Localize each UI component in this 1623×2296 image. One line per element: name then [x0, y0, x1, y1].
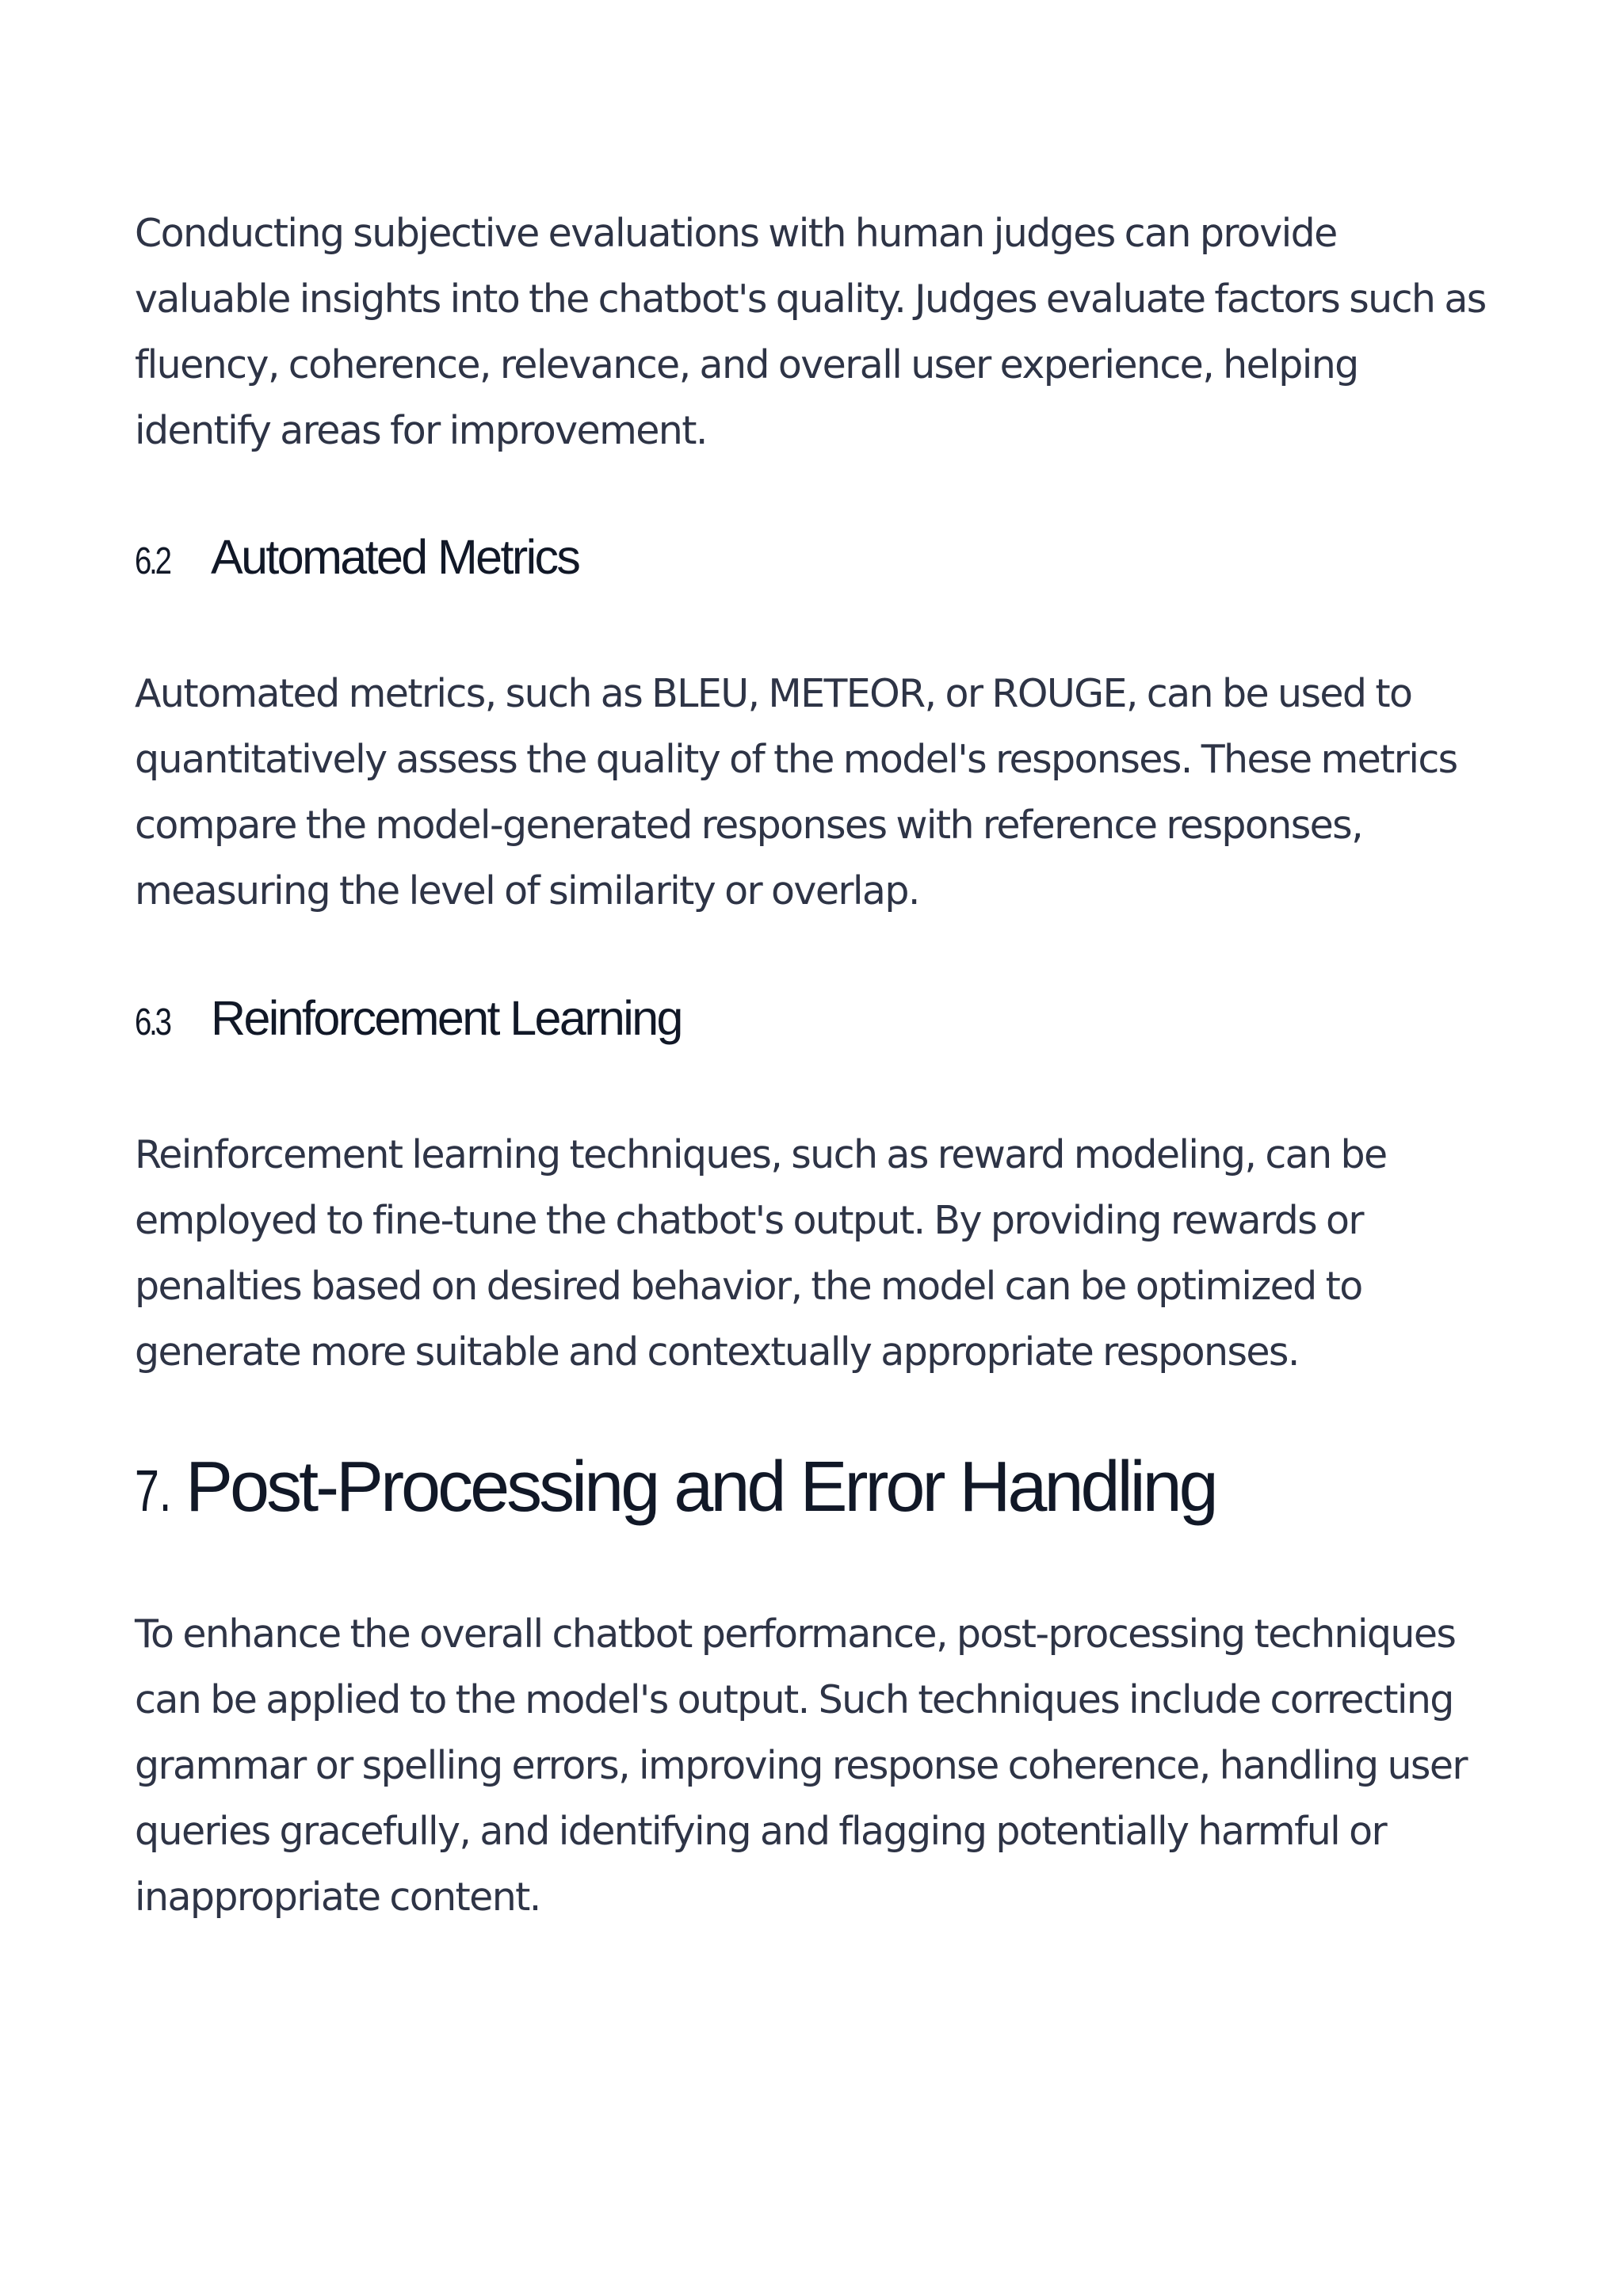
section-number: 6.3 — [135, 1001, 170, 1043]
paragraph-reinforcement-learning: Reinforcement learning techniques, such as reward modeling, can be employed to fine-tune the chatbot's output. By providing rewards or penalties based on desired behavior, the model can be optimized to generate more suitable and contextually appropriate responses. — [135, 1132, 1387, 1375]
paragraph-automated-metrics: Automated metrics, such as BLEU, METEOR, or ROUGE, can be used to quantitatively assess the quality of the model's responses. These metrics compare the model-generated responses with reference responses, measuring the level of similarity or overlap. — [135, 671, 1457, 913]
section-title: Post-Processing and Error Handling — [185, 1447, 1216, 1527]
paragraph-human-evaluation: Conducting subjective evaluations with human judges can provide valuable insights into the chatbot's quality. Judges evaluate factors such as fluency, coherence, relevance, and overall user experience, helping identify areas for improvement. — [135, 211, 1486, 453]
section-number: 6.2 — [135, 540, 170, 582]
section-heading-6-3 — [135, 990, 682, 1046]
paragraph-post-processing: To enhance the overall chatbot performance, post-processing techniques can be applied to the model's output. Such techniques include correcting grammar or spelling errors, improving response coherence, handling user queries gracefully, and identifying and flagging potentially harmful or inappropriate content. — [135, 1611, 1467, 1920]
section-number: 7. — [135, 1458, 172, 1524]
section-title: Reinforcement Learning — [211, 991, 682, 1045]
section-title: Automated Metrics — [211, 530, 579, 584]
section-heading-6-2 — [135, 529, 579, 585]
section-heading-7 — [135, 1447, 1216, 1528]
